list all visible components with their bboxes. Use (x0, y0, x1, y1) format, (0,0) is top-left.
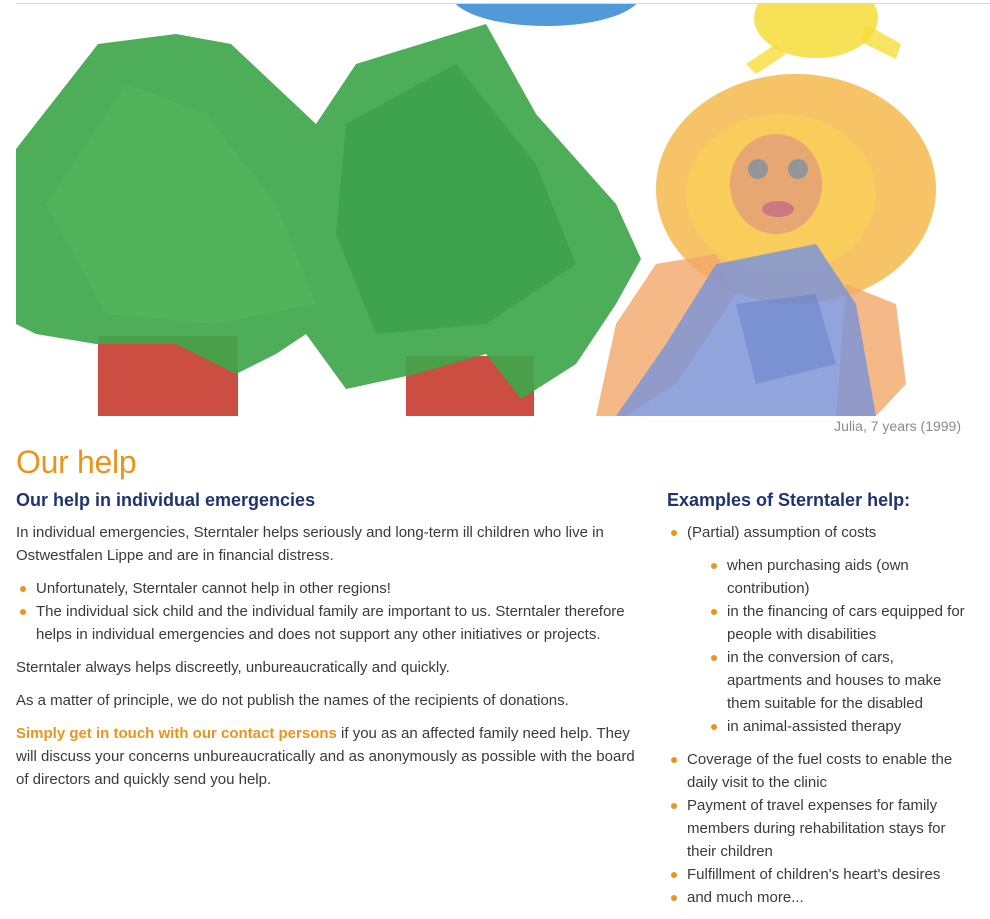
section-heading-examples: Examples of Sterntaler help: (667, 490, 911, 510)
contact-persons-link[interactable]: Simply get in touch with our contact persons (16, 725, 337, 742)
contact-paragraph (16, 722, 646, 791)
list-item (667, 521, 967, 738)
list-item: in the financing of cars equipped for people with disabilities (707, 600, 967, 646)
list-item: Unfortunately, Sterntaler cannot help in other regions! (16, 577, 646, 600)
privacy-paragraph: As a matter of principle, we do not publish the names of the recipients of donations. (16, 692, 569, 709)
info-list (16, 577, 646, 646)
left-column (16, 490, 646, 801)
list-item: when purchasing aids (own contribution) (707, 554, 967, 600)
list-item: in the conversion of cars, apartments and houses to make them suitable for the disabled (707, 646, 967, 715)
contact-paragraph-text: if you as an affected family need help. They will discuss your concerns unbureaucratically and as anonymously as possible with the board of directors and quickly send you help. (16, 725, 635, 788)
list-item: in animal-assisted therapy (707, 715, 967, 738)
discreet-paragraph: Sterntaler always helps discreetly, unbureaucratically and quickly. (16, 659, 450, 676)
list-item: The individual sick child and the individual family are important to us. Sterntaler therefore helps in individual emergencies and does not support any other initiatives or projects. (16, 600, 646, 646)
sub-list (687, 554, 967, 738)
list-item: and much more... (667, 886, 967, 909)
page-title: Our help (16, 444, 137, 480)
list-item: Fulfillment of children's heart's desires (667, 863, 967, 886)
list-item: Payment of travel expenses for family members during rehabilitation stays for their children (667, 794, 967, 863)
list-item: Coverage of the fuel costs to enable the daily visit to the clinic (667, 748, 967, 794)
intro-paragraph: In individual emergencies, Sterntaler helps seriously and long-term ill children who live in Ostwestfalen Lippe and are in financial distress. (16, 524, 604, 564)
section-heading-emergencies: Our help in individual emergencies (16, 490, 316, 510)
hero-painting (16, 4, 960, 416)
examples-list (667, 521, 967, 909)
list-item-label: (Partial) assumption of costs (687, 524, 877, 541)
right-column (667, 490, 967, 919)
image-caption: Julia, 7 years (1999) (834, 418, 961, 434)
hero-painting-image (16, 4, 960, 416)
